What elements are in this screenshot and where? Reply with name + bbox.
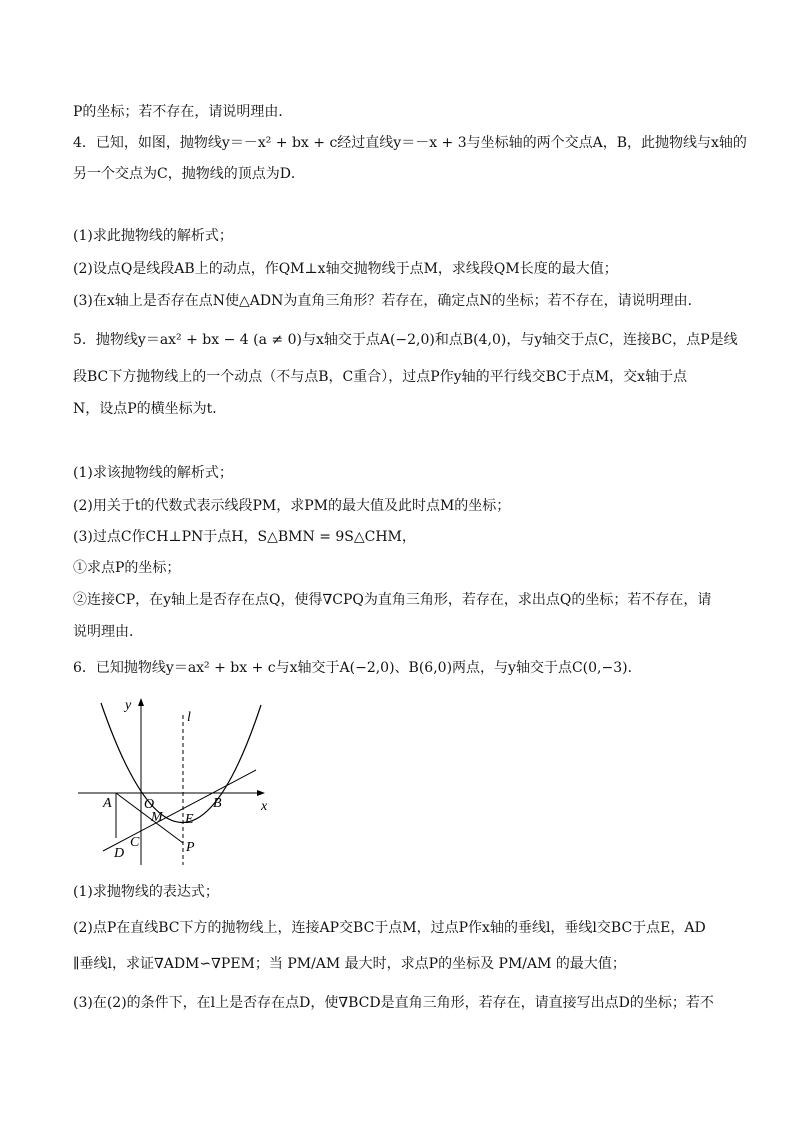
text-line: (1)求此抛物线的解析式； bbox=[73, 228, 233, 244]
text-line: (1)求抛物线的表达式； bbox=[73, 884, 219, 900]
text-line: (2)点P在直线BC下方的抛物线上，连接AP交BC于点M，过点P作x轴的垂线l，垂线l交BC于点E，AD bbox=[73, 920, 706, 936]
text-line: 6．已知抛物线y＝ax² + bx + c与x轴交于A(−2,0)、B(6,0)两点，与y轴交于点C(0,−3)． bbox=[73, 660, 642, 676]
text-line: (3)在(2)的条件下，在l上是否存在点D，使∇BCD是直角三角形，若存在，请直接写出点D的坐标；若不 bbox=[73, 995, 714, 1011]
label-b: B bbox=[213, 796, 222, 811]
label-l: l bbox=[187, 710, 191, 725]
x-axis-arrow bbox=[257, 790, 265, 796]
text-line: P的坐标；若不存在，请说明理由． bbox=[73, 104, 293, 120]
label-e: E bbox=[185, 812, 194, 827]
label-d: D bbox=[114, 846, 125, 861]
parabola-curve bbox=[101, 703, 261, 823]
text-line: (2)用关于t的代数式表示线段PM，求PM的最大值及此时点M的坐标； bbox=[73, 498, 511, 514]
label-a: A bbox=[103, 796, 112, 811]
label-y: y bbox=[125, 698, 132, 713]
label-c: C bbox=[130, 835, 140, 850]
label-p: P bbox=[186, 840, 195, 855]
text-line: 5．抛物线y＝ax² + bx − 4 (a ≠ 0)与x轴交于点A(−2,0)和点B(4,0)，与y轴交于点C，连接BC，点P是线 bbox=[73, 332, 738, 348]
label-x: x bbox=[261, 799, 268, 814]
text-line: ∥垂线l，求证∇ADM∽∇PEM；当 PM/AM 最大时，求点P的坐标及 PM/AM 的最大值； bbox=[73, 956, 626, 972]
y-axis-arrow bbox=[138, 698, 144, 706]
text-line: (3)过点C作CH⊥PN于点H，S△BMN = 9S△CHM， bbox=[73, 529, 416, 545]
text-line: (1)求该抛物线的解析式； bbox=[73, 465, 233, 481]
text-line: N，设点P的横坐标为t． bbox=[73, 401, 227, 417]
text-line: 4．已知，如图，抛物线y＝－x² + bx + c经过直线y＝－x + 3与坐标轴的两个交点A，B，此抛物线与x轴的 bbox=[73, 135, 747, 151]
text-line: 段BC下方抛物线上的一个动点（不与点B，C重合），过点P作y轴的平行线交BC于点M，交x轴于点 bbox=[73, 369, 688, 385]
label-m: M bbox=[151, 810, 163, 825]
line-bc bbox=[103, 770, 256, 851]
parabola-figure bbox=[73, 693, 273, 868]
label-o: O bbox=[144, 797, 155, 812]
text-line: 另一个交点为C，抛物线的顶点为D． bbox=[73, 166, 305, 182]
text-line: (3)在x轴上是否存在点N使△ADN为直角三角形？若存在，确定点N的坐标；若不存在，请说明理由． bbox=[73, 293, 702, 309]
text-line: (2)设点Q是线段AB上的动点，作QM⊥x轴交抛物线于点M，求线段QM长度的最大值； bbox=[73, 261, 618, 277]
text-line: ②连接CP，在y轴上是否存在点Q，使得∇CPQ为直角三角形，若存在，求出点Q的坐标；若不存在，请 bbox=[73, 592, 712, 608]
text-line: 说明理由． bbox=[73, 624, 143, 640]
text-line: ①求点P的坐标； bbox=[73, 560, 181, 576]
